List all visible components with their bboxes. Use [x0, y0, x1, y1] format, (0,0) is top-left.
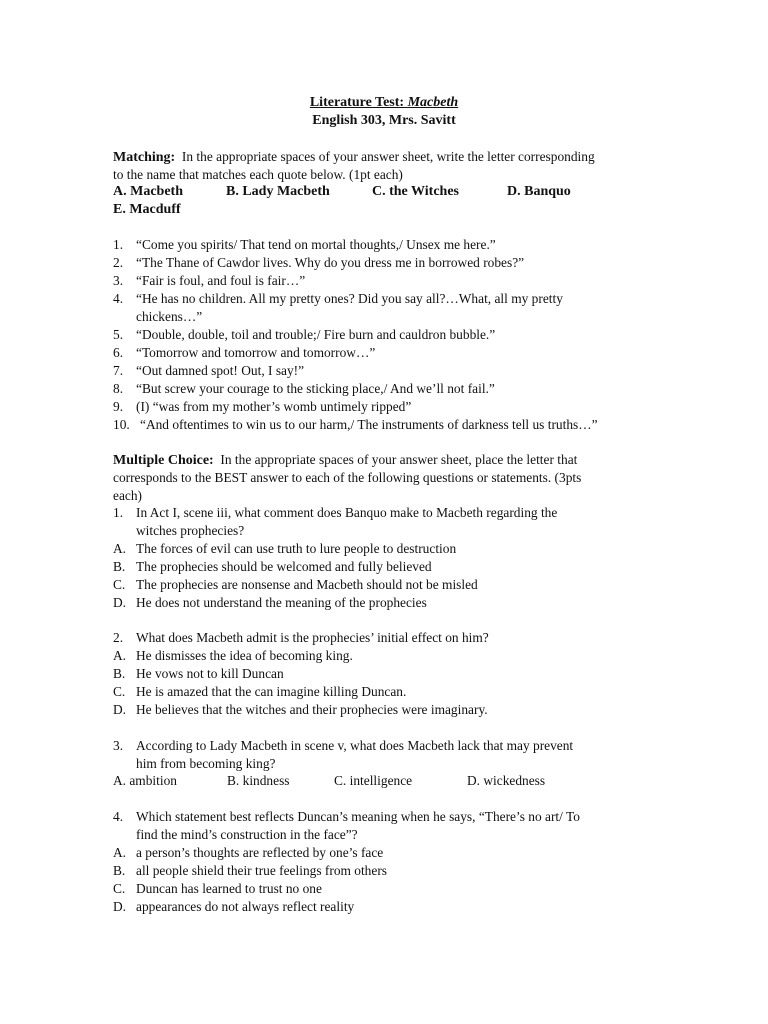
- mc-heading: Multiple Choice:: [113, 453, 214, 468]
- option-text: a person’s thoughts are reflected by one’s face: [136, 845, 384, 860]
- matching-heading: Matching:: [113, 150, 176, 165]
- mc-instructions: [113, 451, 577, 470]
- match-num: 10.: [113, 417, 130, 432]
- option-text: He vows not to kill Duncan: [136, 666, 284, 681]
- option-letter: D.: [113, 899, 127, 914]
- match-quote: (I) “was from my mother’s womb untimely ripped”: [136, 399, 412, 414]
- matching-instr-1: In the appropriate spaces of your answer sheet, write the letter corresponding: [181, 149, 595, 164]
- option-inline: D. wickedness: [467, 773, 546, 788]
- title-prefix: Literature Test:: [309, 95, 408, 110]
- option-text: The prophecies are nonsense and Macbeth should not be misled: [136, 577, 478, 592]
- option-text: appearances do not always reflect reality: [136, 899, 355, 914]
- match-num: 3.: [113, 273, 124, 288]
- option-letter: A.: [113, 845, 127, 860]
- question-text: Which statement best reflects Duncan’s meaning when he says, “There’s no art/ To: [136, 809, 580, 824]
- question-num: 3.: [113, 738, 124, 753]
- title-work: Macbeth: [407, 95, 459, 110]
- option-inline: C. intelligence: [334, 773, 413, 788]
- option-letter: B.: [113, 559, 126, 574]
- match-num: 8.: [113, 381, 124, 396]
- option-letter: A.: [113, 648, 127, 663]
- matching-instructions: [113, 148, 595, 167]
- match-num: 1.: [113, 237, 124, 252]
- question-num: 1.: [113, 505, 124, 520]
- choice-d: D. Banquo: [507, 184, 571, 199]
- match-num: 6.: [113, 345, 124, 360]
- page-title: [0, 94, 768, 112]
- match-quote: “Out damned spot! Out, I say!”: [136, 363, 305, 378]
- match-quote: “But screw your courage to the sticking place,/ And we’ll not fail.”: [136, 381, 495, 396]
- match-quote: “The Thane of Cawdor lives. Why do you dress me in borrowed robes?”: [136, 255, 525, 270]
- choice-e: E. Macduff: [113, 202, 181, 217]
- match-quote-cont: chickens…”: [136, 309, 203, 324]
- mc-instr-3: each): [113, 488, 142, 503]
- option-letter: D.: [113, 702, 127, 717]
- question-text: In Act I, scene iii, what comment does Banquo make to Macbeth regarding the: [136, 505, 558, 520]
- question-text: According to Lady Macbeth in scene v, what does Macbeth lack that may prevent: [136, 738, 574, 753]
- choice-c: C. the Witches: [372, 184, 459, 199]
- option-letter: C.: [113, 684, 126, 699]
- option-letter: C.: [113, 881, 126, 896]
- match-quote: “Tomorrow and tomorrow and tomorrow…”: [136, 345, 376, 360]
- question-text-cont: witches prophecies?: [136, 523, 245, 538]
- option-letter: C.: [113, 577, 126, 592]
- option-letter: D.: [113, 595, 127, 610]
- choice-b: B. Lady Macbeth: [226, 184, 330, 199]
- match-num: 5.: [113, 327, 124, 342]
- match-num: 2.: [113, 255, 124, 270]
- match-quote: “Come you spirits/ That tend on mortal thoughts,/ Unsex me here.”: [136, 237, 496, 252]
- mc-instr-2: corresponds to the BEST answer to each of the following questions or statements. (3pts: [113, 470, 582, 485]
- question-text: What does Macbeth admit is the prophecies’ initial effect on him?: [136, 630, 489, 645]
- option-text: He dismisses the idea of becoming king.: [136, 648, 353, 663]
- option-inline: A. ambition: [113, 773, 177, 788]
- option-letter: A.: [113, 541, 127, 556]
- option-text: Duncan has learned to trust no one: [136, 881, 322, 896]
- option-inline: B. kindness: [227, 773, 290, 788]
- question-text-cont: him from becoming king?: [136, 756, 276, 771]
- match-num: 7.: [113, 363, 124, 378]
- match-num: 4.: [113, 291, 124, 306]
- option-text: He is amazed that the can imagine killing Duncan.: [136, 684, 407, 699]
- option-text: He does not understand the meaning of the prophecies: [136, 595, 427, 610]
- option-text: He believes that the witches and their prophecies were imaginary.: [136, 702, 488, 717]
- question-text-cont: find the mind’s construction in the face”?: [136, 827, 358, 842]
- match-quote: “And oftentimes to win us to our harm,/ The instruments of darkness tell us truths…”: [140, 417, 598, 432]
- option-text: The prophecies should be welcomed and fully believed: [136, 559, 432, 574]
- option-letter: B.: [113, 863, 126, 878]
- match-num: 9.: [113, 399, 124, 414]
- choice-a: A. Macbeth: [113, 184, 183, 199]
- question-num: 2.: [113, 630, 124, 645]
- course-line: English 303, Mrs. Savitt: [312, 113, 456, 128]
- mc-instr-1: In the appropriate spaces of your answer sheet, place the letter that: [220, 452, 578, 467]
- match-quote: “Fair is foul, and foul is fair…”: [136, 273, 306, 288]
- matching-instr-2: to the name that matches each quote below. (1pt each): [113, 167, 403, 182]
- option-text: The forces of evil can use truth to lure people to destruction: [136, 541, 457, 556]
- option-letter: B.: [113, 666, 126, 681]
- match-quote: “He has no children. All my pretty ones? Did you say all?…What, all my pretty: [136, 291, 563, 306]
- question-num: 4.: [113, 809, 124, 824]
- option-text: all people shield their true feelings from others: [136, 863, 387, 878]
- match-quote: “Double, double, toil and trouble;/ Fire burn and cauldron bubble.”: [136, 327, 496, 342]
